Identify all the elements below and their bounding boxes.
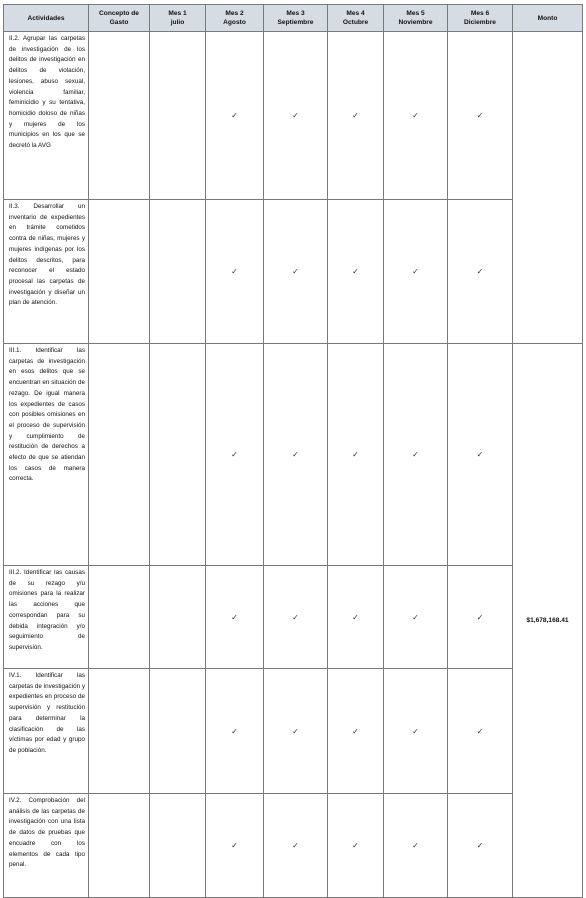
checkmark-icon: ✓: [231, 612, 238, 622]
activity-cell: III.1. Identificar las carpetas de investigación en esos delitos que se encuentran en situación de rezago. De igual manera los expedientes de casos con posibles omisiones en el proceso de supervisión y cumplimiento de restitución de derechos a efecto de que se atiendan los casos de manera correcta.: [4, 344, 89, 566]
activity-cell: IV.2. Comprobación del análisis de las carpetas de investigación con una lista de datos de pruebas que encuadre con los elementos de cada tipo penal.: [4, 794, 89, 898]
activity-cell: II.2. Agrupar las carpetas de investigación de los delitos de investigación en delitos de violación, lesiones, abuso sexual, violencia familiar, feminicidio y su tentativa, homicidio doloso de niñas y mujeres de los municipios en los que se decretó la AVG: [4, 32, 89, 200]
mes-5-cell: [384, 344, 448, 566]
mes-4-cell: [328, 200, 384, 344]
mes-2-cell: [206, 32, 264, 200]
checkmark-icon: ✓: [292, 267, 299, 276]
concepto-gasto-cell: [89, 344, 150, 566]
checkmark-icon: ✓: [476, 612, 484, 622]
checkmark-icon: ✓: [292, 841, 299, 850]
mes-6-cell: [448, 32, 513, 200]
activity-cell: III.2. Identificar las causas de su rezago y/u omisiones para la realizar las acciones que correspondan para su debida integración y/o seguimiento de supervisión.: [4, 566, 89, 669]
checkmark-icon: ✓: [476, 841, 484, 850]
mes-2-cell: [206, 200, 264, 344]
mes-1-cell: [150, 200, 206, 344]
checkmark-icon: ✓: [412, 111, 419, 120]
concepto-gasto-cell: [89, 669, 150, 794]
checkmark-icon: ✓: [231, 267, 238, 276]
checkmark-icon: ✓: [476, 267, 484, 276]
mes-3-cell: [264, 669, 328, 794]
monto-total-cell: [513, 344, 583, 898]
concepto-gasto-cell: [89, 32, 150, 200]
mes-2-cell: [206, 566, 264, 669]
mes-6-cell: [448, 566, 513, 669]
mes-4-cell: [328, 566, 384, 669]
checkmark-icon: ✓: [352, 726, 359, 736]
mes-4-cell: [328, 344, 384, 566]
header-concepto-gasto: Concepto de Gasto: [89, 5, 150, 32]
mes-1-cell: [150, 566, 206, 669]
activities-schedule-table: [3, 4, 583, 898]
checkmark-icon: ✓: [352, 450, 359, 459]
mes-5-cell: [384, 566, 448, 669]
table-row: [4, 669, 583, 794]
mes-1-cell: [150, 32, 206, 200]
concepto-gasto-cell: [89, 566, 150, 669]
mes-6-cell: [448, 669, 513, 794]
mes-2-cell: [206, 669, 264, 794]
checkmark-icon: ✓: [412, 450, 419, 459]
mes-5-cell: [384, 794, 448, 898]
mes-5-cell: [384, 200, 448, 344]
header-mes-4: Mes 4 Octubre: [328, 5, 384, 32]
mes-6-cell: [448, 794, 513, 898]
checkmark-icon: ✓: [231, 450, 238, 459]
checkmark-icon: ✓: [231, 111, 238, 120]
header-mes-5: Mes 5 Noviembre: [384, 5, 448, 32]
mes-4-cell: [328, 669, 384, 794]
checkmark-icon: ✓: [231, 841, 238, 850]
header-mes-3: Mes 3 Septiembre: [264, 5, 328, 32]
checkmark-icon: ✓: [412, 612, 419, 622]
concepto-gasto-cell: [89, 200, 150, 344]
checkmark-icon: ✓: [352, 267, 359, 276]
checkmark-icon: ✓: [231, 726, 238, 736]
monto-value: $1,678,168.41: [526, 617, 569, 624]
checkmark-icon: ✓: [292, 612, 299, 622]
checkmark-icon: ✓: [476, 111, 484, 120]
header-mes-2: Mes 2 Agosto: [206, 5, 264, 32]
activity-cell: II.3. Desarrollar un inventario de expedientes en trámite cometidos contra de niñas, mujeres y mujeres indígenas por los delitos descritos, para reconocer el estado procesal las carpetas de investigación y diseñar un plan de atención.: [4, 200, 89, 344]
mes-4-cell: [328, 794, 384, 898]
checkmark-icon: ✓: [352, 111, 359, 120]
mes-4-cell: [328, 32, 384, 200]
checkmark-icon: ✓: [412, 841, 419, 850]
mes-2-cell: [206, 794, 264, 898]
checkmark-icon: ✓: [412, 267, 419, 276]
header-actividades: Actividades: [4, 5, 89, 32]
mes-5-cell: [384, 669, 448, 794]
mes-3-cell: [264, 344, 328, 566]
checkmark-icon: ✓: [292, 111, 299, 120]
checkmark-icon: ✓: [292, 726, 299, 736]
mes-3-cell: [264, 32, 328, 200]
table-row: [4, 566, 583, 669]
checkmark-icon: ✓: [476, 726, 484, 736]
mes-6-cell: [448, 200, 513, 344]
checkmark-icon: ✓: [292, 450, 299, 459]
checkmark-icon: ✓: [412, 726, 419, 736]
table-row: [4, 200, 583, 344]
table-row: [4, 344, 583, 566]
header-monto: Monto: [513, 5, 583, 32]
header-row: [4, 5, 583, 32]
checkmark-icon: ✓: [352, 612, 359, 622]
mes-3-cell: [264, 566, 328, 669]
mes-1-cell: [150, 669, 206, 794]
header-mes-6: Mes 6 Diciembre: [448, 5, 513, 32]
mes-6-cell: [448, 344, 513, 566]
concepto-gasto-cell: [89, 794, 150, 898]
mes-1-cell: [150, 344, 206, 566]
checkmark-icon: ✓: [476, 450, 484, 459]
mes-5-cell: [384, 32, 448, 200]
table-row: [4, 32, 583, 200]
mes-3-cell: [264, 794, 328, 898]
checkmark-icon: ✓: [352, 841, 359, 850]
mes-1-cell: [150, 794, 206, 898]
mes-2-cell: [206, 344, 264, 566]
mes-3-cell: [264, 200, 328, 344]
table-row: [4, 794, 583, 898]
header-mes-1: Mes 1 julio: [150, 5, 206, 32]
activity-cell: IV.1. Identificar las carpetas de investigación y expedientes en proceso de supervisión y restitución para determinar la clasificación de las víctimas por edad y grupo de población.: [4, 669, 89, 794]
monto-cell-empty: [513, 32, 583, 344]
